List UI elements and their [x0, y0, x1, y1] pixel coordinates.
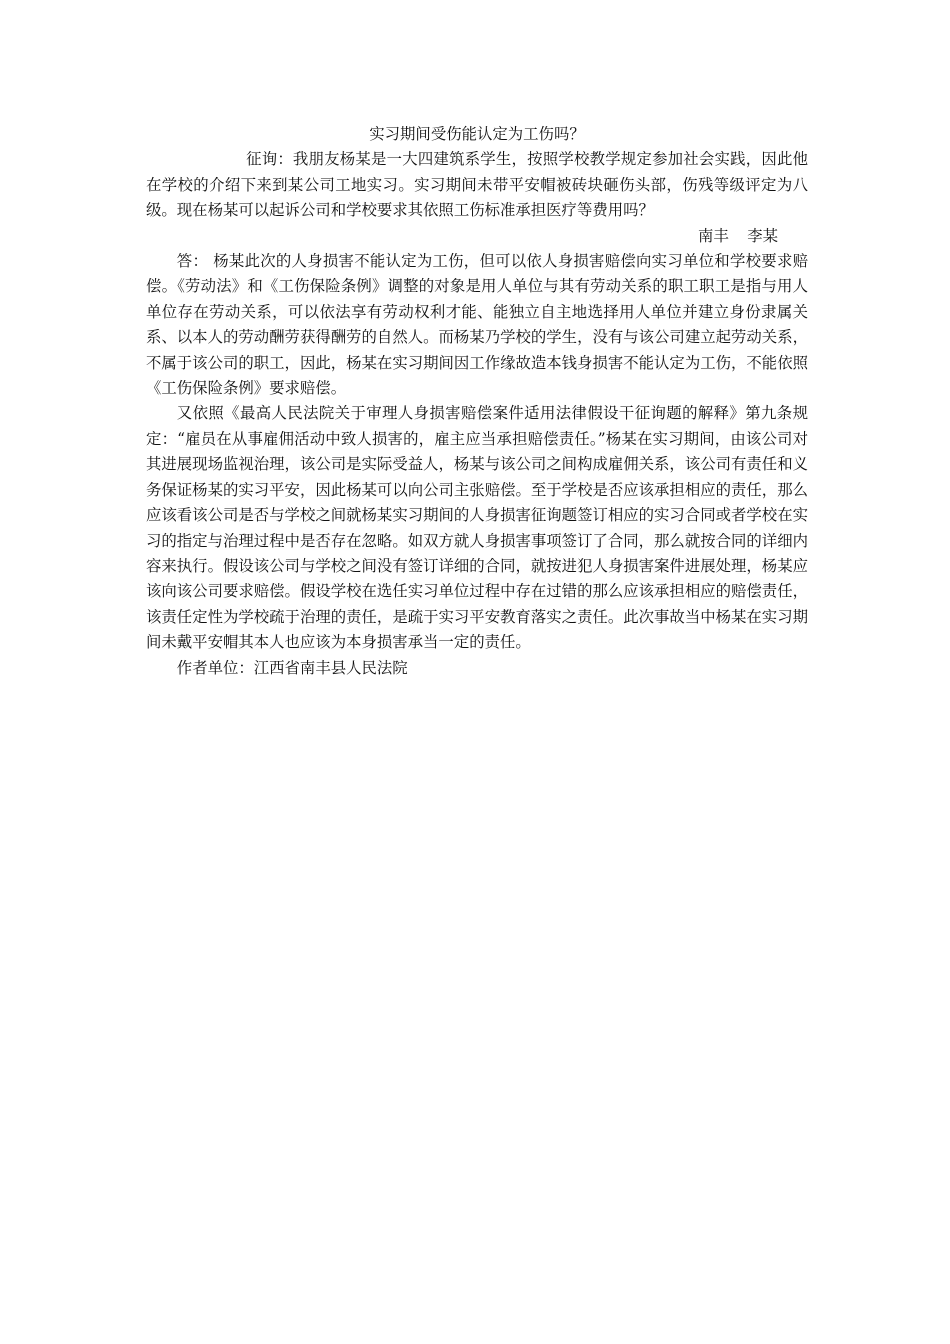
question-paragraph: 征询：我朋友杨某是一大四建筑系学生，按照学校教学规定参加社会实践，因此他在学校的介绍下来到某公司工地实习。实习期间未带平安帽被砖块砸伤头部，伤残等级评定为八级。现在杨某可以起诉公司和学校要求其依照工伤标准承担医疗等费用吗？ — [146, 150, 808, 220]
legal-basis-paragraph: 又依照《最高人民法院关于审理人身损害赔偿案件适用法律假设干征询题的解释》第九条规定：“雇员在从事雇佣活动中致人损害的，雇主应当承担赔偿责任。”杨某在实习期间，由该公司对其进展现场监视治理，该公司是实际受益人，杨某与该公司之间构成雇佣关系，该公司有责任和义务保证杨某的实习平安，因此杨某可以向公司主张赔偿。至于学校是否应该承担相应的责任，那么应该看该公司是否与学校之间就杨某实习期间的人身损害征询题签订相应的实习合同或者学校在实习的指定与治理过程中是否存在忽略。如双方就人身损害事项签订了合同，那么就按合同的详细内容来执行。假设该公司与学校之间没有签订详细的合同，就按进犯人身损害案件进展处理，杨某应该向该公司要求赔偿。假设学校在选任实习单位过程中存在过错的那么应该承担相应的赔偿责任，该责任定性为学校疏于治理的责任，是疏于实习平安教育落实之责任。此次事故当中杨某在实习期间未戴平安帽其本人也应该为本身损害承当一定的责任。 — [146, 404, 808, 652]
signature-name: 李某 — [747, 226, 778, 245]
document-page — [146, 122, 808, 681]
author-affiliation: 作者单位：江西省南丰县人民法院 — [176, 658, 408, 677]
answer-paragraph: 答： 杨某此次的人身损害不能认定为工伤，但可以依人身损害赔偿向实习单位和学校要求赔偿。《劳动法》和《工伤保险条例》调整的对象是用人单位与其有劳动关系的职工职工是指与用人单位存在劳动关系，可以依法享有劳动权利才能、能独立自主地选择用人单位并建立身份隶属关系、以本人的劳动酬劳获得酬劳的自然人。而杨某乃学校的学生，没有与该公司建立起劳动关系，不属于该公司的职工，因此，杨某在实习期间因工作缘故造本钱身损害不能认定为工伤，不能依照《工伤保险条例》要求赔偿。 — [146, 252, 808, 398]
signature-place: 南丰 — [697, 226, 729, 245]
signature-line — [146, 224, 808, 249]
document-title: 实习期间受伤能认定为工伤吗？ — [369, 125, 585, 143]
